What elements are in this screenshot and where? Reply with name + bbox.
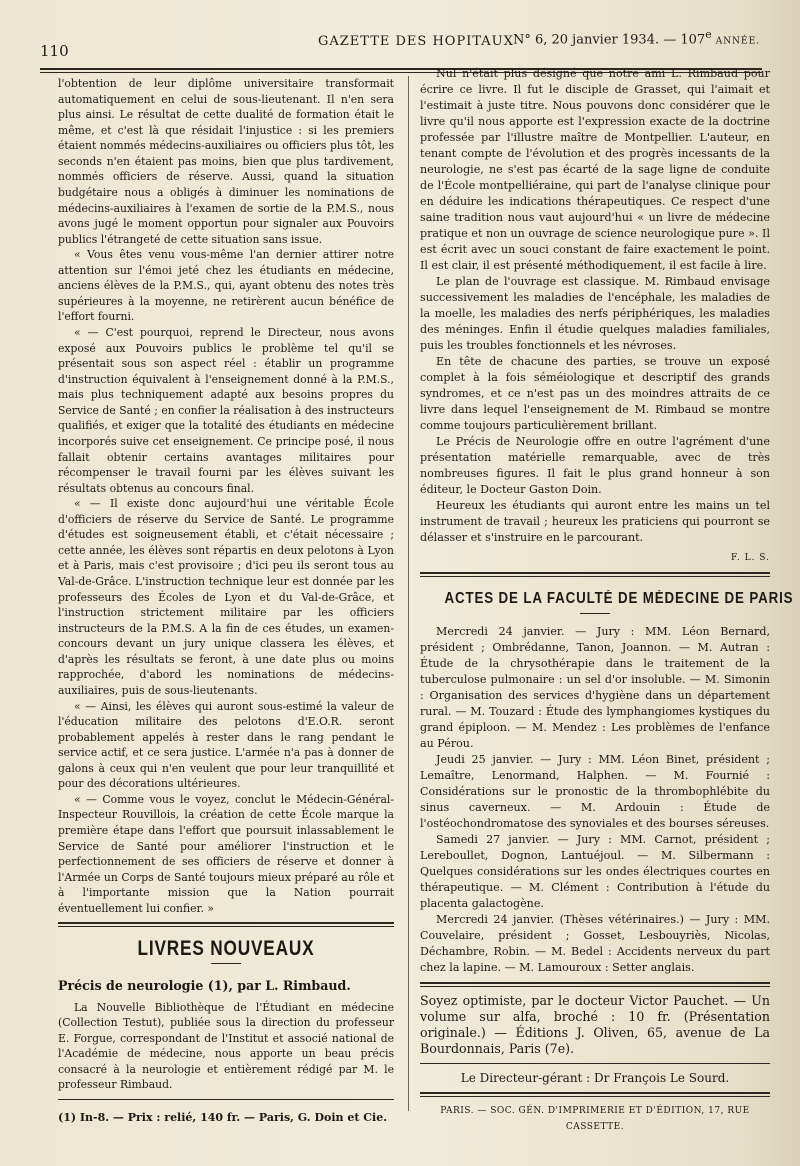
footnote-rule bbox=[58, 1099, 394, 1100]
issue-text: N° 6, 20 janvier 1934. — 107 bbox=[512, 32, 706, 48]
imprint-rule bbox=[420, 1092, 770, 1097]
actes-entry: Jeudi 25 janvier. — Jury : MM. Léon Binet, président ; Lemaître, Lenormand, Halphen. — M. Fournié : Considérations sur le pronostic de la thrombophlébite du sinus caverneux. — M. Ardouin : Étude de l'ostéochondromatose des synoviales et des bourses séreuses. bbox=[420, 753, 770, 830]
right-paragraph: Heureux les étudiants qui auront entre les mains un tel instrument de travail ; heureux les praticiens qui pourront se délasser et s'instruire en le parcourant. bbox=[420, 499, 770, 544]
director-gerant: Le Directeur-gérant : Dr François Le Sourd. bbox=[460, 1071, 730, 1085]
heading-underline bbox=[211, 963, 241, 964]
right-paragraph: En tête de chacune des parties, se trouve un exposé complet à la fois séméiologique et descriptif des grands syndromes, et ce n'est pas un des moindres attraits de ce livre dans lequel l'enseignement de M. Rimbaud se montre comme toujours particulièrement brillant. bbox=[420, 355, 770, 432]
actes-entry: Samedi 27 janvier. — Jury : MM. Carnot, président ; Lereboullet, Dognon, Lantuéjoul. — M. Silbermann : Quelques considérations sur les ondes électriques courtes en thérapeutique. — M. Clément : Contribution à l'étude du placenta galactogène. bbox=[420, 833, 770, 910]
left-paragraph: « — Il existe donc aujourd'hui une véritable École d'officiers de réserve du Service de Santé. Le programme d'études est soigneusement établi, et c'était nécessaire ; cette année, les élèves sont répartis en deux pelotons à Lyon et à Paris, mais c'est provisoire ; d'ici peu ils seront tous au Val-de-Grâce. L'instruction technique leur est donnée par les professeurs des Écoles de Lyon et du Val-de-Grâce, et l'instruction strictement militaire par les officiers instructeurs de la P.M.S. A la fin de ces études, un examen-concours devant un jury unique classera les élèves, et d'après les résultats se feront, à une date plus ou moins rapprochée, d'abord les nominations de médecins-auxiliaires, puis de sous-lieutenants. bbox=[58, 497, 394, 697]
advertisement: Soyez optimiste, par le docteur Victor Pauchet. — Un volume sur alfa, broché : 10 fr. (Présentation originale.) — Éditions J. Oliven, 65, avenue de La Bourdonnais, Paris (7e). bbox=[420, 993, 770, 1056]
issue-info bbox=[513, 28, 760, 47]
issue-annee: ANNÉE. bbox=[715, 36, 760, 47]
imprint: PARIS. — SOC. GÉN. D'IMPRIMERIE ET D'ÉDITION, 17, RUE CASSETTE. bbox=[440, 1106, 750, 1132]
footnote: (1) In-8. — Prix : relié, 140 fr. — Paris, G. Doin et Cie. bbox=[58, 1110, 388, 1124]
left-paragraph: « — Ainsi, les élèves qui auront sous-estimé la valeur de l'éducation militaire des pelotons d'E.O.R. seront probablement appelés à rester dans le rang pendant le service actif, et ce sera justice. L'armée n'a pas à donner de galons à ceux qui n'en veulent que pour leur tranquillité et pour des décorations ultérieures. bbox=[58, 699, 394, 791]
right-paragraph: Nul n'était plus désigné que notre ami L. Rimbaud pour écrire ce livre. Il fut le disciple de Grasset, qui l'aimait et l'estimait à juste titre. Nous pouvons donc considérer que le livre qu'il nous apporte est l'expression exacte de la doctrine professée par l'illustre maître de Montpellier. L'auteur, en tenant compte de l'évolution et des progrès incessants de la neurologie, ne s'est pas écarté de la sage ligne de conduite de l'École montpelliéraine, qui part de l'analyse clinique pour en déduire les indications thérapeutiques. Ce respect d'une saine tradition nous vaut aujourd'hui « un livre de médecine pratique et non un ouvrage de science neurologique pure ». Il est écrit avec un souci constant de faire exactement le point. Il est clair, il est présenté méthodiquement, il est facile à lire. bbox=[420, 67, 770, 272]
left-paragraph: « Vous êtes venu vous-même l'an dernier attirer notre attention sur l'émoi jeté chez les étudiants en médecine, anciens élèves de la P.M.S., qui, ayant obtenu des notes très supérieures à la moyenne, ne retirèrent aucun bénéfice de l'effort fourni. bbox=[58, 248, 394, 324]
actes-entry: Mercredi 24 janvier. — Jury : MM. Léon Bernard, président ; Ombrédanne, Tanon, Joannon. — M. Autran : Étude de la chrysothérapie dans le traitement de la tuberculose pulmonaire : un sel d'or insoluble. — M. Simonin : Organisation des services d'hygiène dans un département rural. — M. Touzard : Étude des lymphangiomes kystiques du grand épiploon. — M. Mendez : Les problèmes de l'enfance au Pérou. bbox=[420, 625, 770, 750]
section-rule bbox=[420, 572, 770, 577]
page-header bbox=[40, 28, 760, 60]
heading-underline bbox=[580, 613, 610, 614]
actes-faculte-heading: ACTES DE LA FACULTÉ DE MÉDECINE DE PARIS bbox=[444, 590, 794, 607]
section-rule bbox=[58, 922, 394, 927]
left-column bbox=[58, 76, 394, 1125]
left-paragraph: l'obtention de leur diplôme universitaire transformait automatiquement en celui de sous-lieutenant. Il n'en sera plus ainsi. Le résultat de cette dualité de formation était le même, et c'est là que résidait l'injustice : si les premiers étaient nommés médecins-auxiliaires ou officiers plus tôt, les seconds n'en étaient pas moins, bien que plus tardivement, nommés officiers de réserve. Aussi, quand la situation budgétaire nous a obligés à diminuer les nominations de médecins-auxiliaires à l'examen de sortie de la P.M.S., nous avons jugé le moment opportun pour signaler aux Pouvoirs publics l'étrangeté de cette situation sans issue. bbox=[58, 77, 394, 246]
signature: F. L. S. bbox=[731, 553, 770, 563]
right-paragraph: Le Précis de Neurologie offre en outre l'agrément d'une présentation matérielle remarquable, avec de très nombreuses figures. Il fait le plus grand honneur à son éditeur, le Docteur Gaston Doin. bbox=[420, 435, 770, 496]
section-rule bbox=[420, 982, 770, 987]
actes-entry: Mercredi 24 janvier. (Thèses vétérinaires.) — Jury : MM. Couvelaire, président ; Gosset, Lesbouyriès, Nicolas, Déchambre, Robin. — M. Bedel : Accidents nerveux du part chez la lapine. — M. Lamouroux : Setter anglais. bbox=[420, 913, 770, 974]
livres-nouveaux-heading: LIVRES NOUVEAUX bbox=[137, 937, 315, 961]
left-paragraph: « — Comme vous le voyez, conclut le Médecin-Général-Inspecteur Rouvillois, la création de cette École marque la première étape dans l'effort que poursuit inlassablement le Service de Santé pour améliorer l'instruction et le perfectionnement de ses officiers de réserve et donner à l'Armée un Corps de Santé toujours mieux préparé au rôle et à l'importante mission que la Nation pourrait éventuellement lui confier. » bbox=[58, 792, 394, 915]
page-number: 110 bbox=[40, 42, 69, 60]
right-paragraph: Le plan de l'ouvrage est classique. M. Rimbaud envisage successivement les maladies de l'encéphale, les maladies de la moelle, les maladies des nerfs périphériques, les maladies des méninges. Enfin il étudie quelques maladies familiales, puis les troubles fonctionnels et les névroses. bbox=[420, 275, 770, 352]
left-paragraph: « — C'est pourquoi, reprend le Directeur, nous avons exposé aux Pouvoirs publics le problème tel qu'il se présentait sous son aspect réel : établir un programme d'instruction équivalent à l'enseignement donné à la P.M.S., mais plus techniquement adapté aux besoins propres du Service de Santé ; en confier la réalisation à des instructeurs qualifiés, et exiger que la totalité des étudiants en médecine incorporés suive cet enseignement. Ce principe posé, il nous fallait obtenir certains avantages militaires pour récompenser le travail fourni par les élèves suivant les résultats obtenus au concours final. bbox=[58, 326, 394, 495]
column-divider bbox=[408, 76, 409, 1111]
right-column bbox=[420, 66, 794, 1135]
issue-sup: e bbox=[705, 28, 712, 41]
journal-title: GAZETTE DES HOPITAUX bbox=[318, 34, 514, 49]
book-paragraph: La Nouvelle Bibliothèque de l'Étudiant en médecine (Collection Testut), publiée sous la direction du professeur E. Forgue, correspondant de l'Institut et associé national de l'Académie de médecine, nous apporte un beau précis consacré à la neurologie et entièrement rédigé par M. le professeur Rimbaud. bbox=[58, 1000, 394, 1092]
director-rule bbox=[420, 1063, 770, 1064]
book-title: Précis de neurologie (1), par L. Rimbaud. bbox=[58, 977, 351, 993]
